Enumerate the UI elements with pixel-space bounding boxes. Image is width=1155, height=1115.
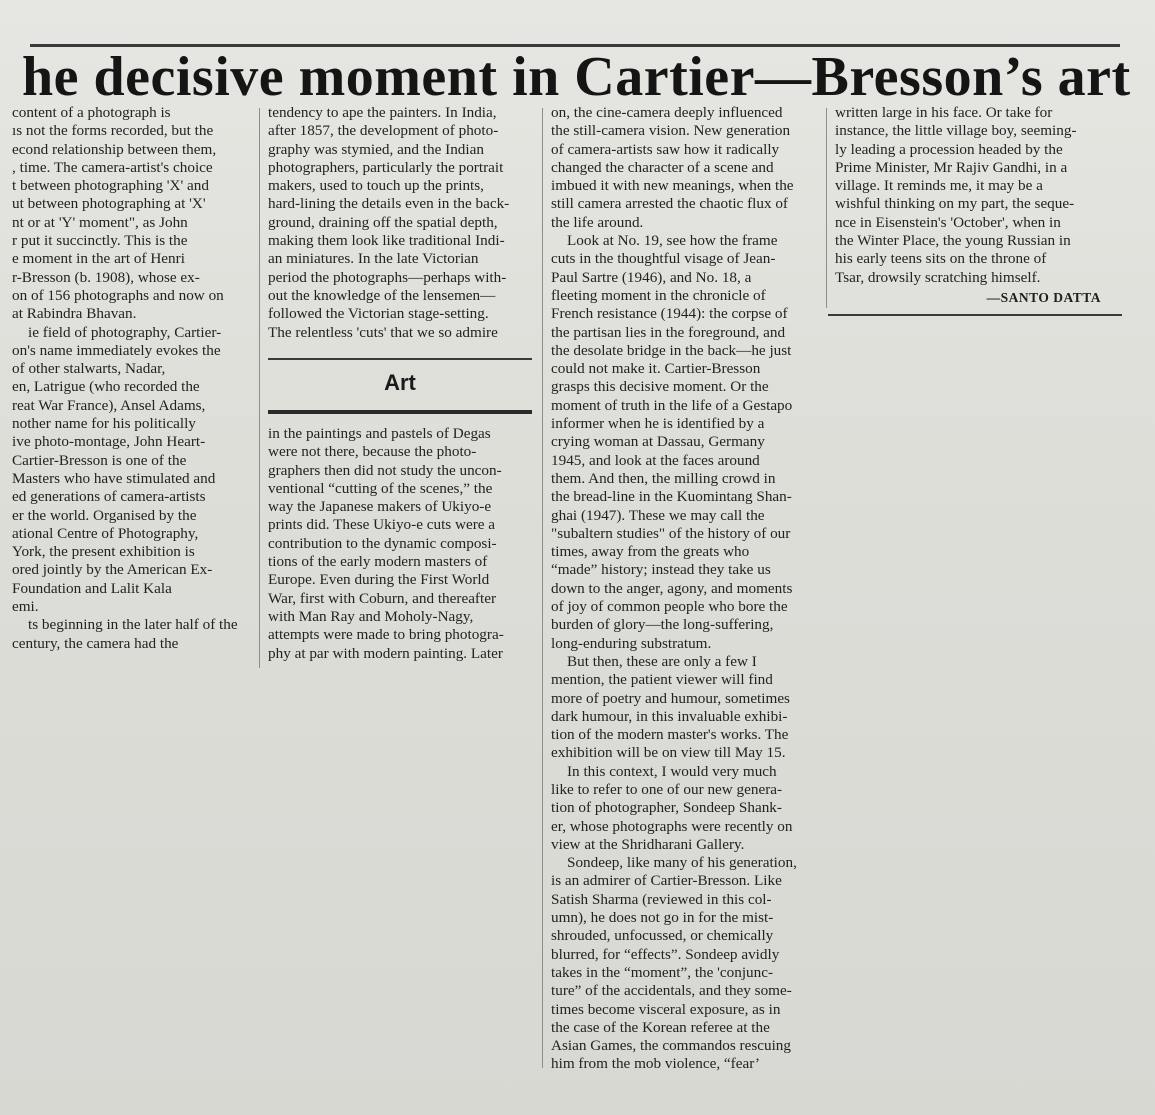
text-line: , time. The camera-artist's choice <box>12 158 213 176</box>
text-line: an miniatures. In the late Victorian <box>268 250 479 268</box>
article-column-4 <box>835 104 1111 287</box>
text-line: his early teens sits on the throne of <box>835 250 1047 268</box>
article-column-2-bottom <box>268 425 532 663</box>
text-line: like to refer to one of our new genera- <box>551 780 783 798</box>
headline: he decisive moment in Cartier—Bresson’s art <box>22 46 1131 108</box>
text-line: him from the mob violence, “fear’ <box>551 1055 760 1073</box>
text-line: ut between photographing at 'X' <box>12 195 206 213</box>
text-line: were not there, because the photo- <box>268 443 477 461</box>
text-line: the still-camera vision. New generation <box>551 122 791 140</box>
text-line: ıs not the forms recorded, but the <box>12 122 214 140</box>
text-line: Tsar, drowsily scratching himself. <box>835 268 1041 286</box>
text-line: ational Centre of Photography, <box>12 524 199 542</box>
text-line: ture” of the accidentals, and they some- <box>551 982 792 1000</box>
text-line: on's name immediately evokes the <box>12 341 221 359</box>
text-line: tendency to ape the painters. In India, <box>268 104 497 121</box>
text-line: ored jointly by the American Ex- <box>12 561 213 579</box>
text-line: contribution to the dynamic composi- <box>268 534 497 552</box>
text-line: ie field of photography, Cartier- <box>28 323 222 341</box>
text-line: tion of photographer, Sondeep Shank- <box>551 799 782 817</box>
text-line: ghai (1947). These we may call the <box>551 506 765 524</box>
text-line: of joy of common people who bore the <box>551 598 788 616</box>
text-line: the partisan lies in the foreground, and <box>551 323 786 341</box>
text-line: village. It reminds me, it may be a <box>835 177 1043 195</box>
text-line: of other stalwarts, Nadar, <box>12 360 166 378</box>
text-line: moment of truth in the life of a Gestapo <box>551 396 793 414</box>
text-line: nother name for his politically <box>12 415 196 433</box>
byline-rule <box>828 314 1122 316</box>
text-line: Satish Sharma (reviewed in this col- <box>551 890 772 908</box>
text-line: informer when he is identified by a <box>551 415 765 433</box>
text-line: Masters who have stimulated and <box>12 469 216 487</box>
text-line: written large in his face. Or take for <box>835 104 1053 121</box>
text-line: ts beginning in the later half of the <box>28 616 238 634</box>
text-line: French resistance (1944): the corpse of <box>551 305 788 323</box>
article-column-1 <box>12 104 252 653</box>
text-line: York, the present exhibition is <box>12 543 195 561</box>
text-line: times become visceral exposure, as in <box>551 1000 781 1018</box>
text-line: them. And then, the milling crowd in <box>551 469 776 487</box>
text-line: graphers then did not study the uncon- <box>268 461 502 479</box>
text-line: phy at par with modern painting. Later <box>268 644 503 662</box>
text-line: the desolate bridge in the back—he just <box>551 341 792 359</box>
text-line: attempts were made to bring photogra- <box>268 626 504 644</box>
text-line: shrouded, unfocussed, or chemically <box>551 927 774 945</box>
text-line: out the knowledge of the lensemen— <box>268 286 496 304</box>
text-line: blurred, for “effects”. Sondeep avidly <box>551 945 780 963</box>
text-line: the life around. <box>551 213 644 231</box>
text-line: after 1857, the development of photo- <box>268 122 499 140</box>
text-line: on, the cine-camera deeply influenced <box>551 104 783 121</box>
text-line: nce in Eisenstein's 'October', when in <box>835 213 1061 231</box>
text-line: Sondeep, like many of his generation, <box>567 854 797 872</box>
text-line: prints did. These Ukiyo-e cuts were a <box>268 516 496 534</box>
text-line: graphy was stymied, and the Indian <box>268 140 484 158</box>
text-line: Paul Sartre (1946), and No. 18, a <box>551 268 752 286</box>
text-line: wishful thinking on my part, the seque- <box>835 195 1075 213</box>
text-line: Europe. Even during the First World <box>268 571 490 589</box>
text-line: er the world. Organised by the <box>12 506 197 524</box>
text-line: ive photo-montage, John Heart- <box>12 433 206 451</box>
text-line: er, whose photographs were recently on <box>551 817 793 835</box>
text-line: econd relationship between them, <box>12 140 217 158</box>
text-line: of camera-artists saw how it radically <box>551 140 780 158</box>
text-line: crying woman at Dassau, Germany <box>551 433 765 451</box>
text-line: dark humour, in this invaluable exhibi- <box>551 707 788 725</box>
column-divider <box>542 108 543 1068</box>
text-line: view at the Shridharani Gallery. <box>551 835 745 853</box>
text-line: makers, used to touch up the prints, <box>268 177 484 195</box>
section-label-box <box>268 358 532 416</box>
column-divider <box>826 108 827 308</box>
text-line: the case of the Korean referee at the <box>551 1018 770 1036</box>
text-line: tions of the early modern masters of <box>268 553 488 571</box>
text-line: on of 156 photographs and now on <box>12 286 224 304</box>
text-line: photographers, particularly the portrait <box>268 158 504 176</box>
section-label: Art <box>384 370 416 395</box>
text-line: ly leading a procession headed by the <box>835 140 1063 158</box>
text-line: r-Bresson (b. 1908), whose ex- <box>12 268 200 286</box>
text-line: cuts in the thoughtful visage of Jean- <box>551 250 776 268</box>
text-line: “made” history; instead they take us <box>551 561 771 579</box>
text-line: way the Japanese makers of Ukiyo-e <box>268 498 492 516</box>
text-line: changed the character of a scene and <box>551 158 774 176</box>
text-line: en, Latrigue (who recorded the <box>12 378 200 396</box>
section-rule-bottom <box>268 410 532 414</box>
text-line: Cartier-Bresson is one of the <box>12 451 187 469</box>
text-line: at Rabindra Bhavan. <box>12 305 137 323</box>
article-column-3 <box>551 104 819 1074</box>
text-line: tion of the modern master's works. The <box>551 726 789 744</box>
text-line: War, first with Coburn, and thereafter <box>268 589 497 607</box>
text-line: exhibition will be on view till May 15. <box>551 744 786 762</box>
text-line: still camera arrested the chaotic flux of <box>551 195 788 213</box>
text-line: hard-lining the details even in the back- <box>268 195 510 213</box>
text-line: Foundation and Lalit Kala <box>12 579 172 597</box>
text-line: e moment in the art of Henri <box>12 250 185 268</box>
text-line: the bread-line in the Kuomintang Shan- <box>551 488 792 506</box>
text-line: down to the anger, agony, and moments <box>551 579 793 597</box>
text-line: instance, the little village boy, seeming- <box>835 122 1077 140</box>
text-line: But then, these are only a few I <box>567 652 757 670</box>
text-line: umn), he does not go in for the mist- <box>551 909 774 927</box>
text-line: could not make it. Cartier-Bresson <box>551 360 761 378</box>
text-line: fleeting moment in the chronicle of <box>551 286 766 304</box>
text-line: Asian Games, the commandos rescuing <box>551 1037 791 1055</box>
text-line: in the paintings and pastels of Degas <box>268 425 491 442</box>
text-line: is an admirer of Cartier-Bresson. Like <box>551 872 782 890</box>
text-line: emi. <box>12 598 39 616</box>
text-line: more of poetry and humour, sometimes <box>551 689 790 707</box>
text-line: the Winter Place, the young Russian in <box>835 232 1071 250</box>
text-line: ground, draining off the spatial depth, <box>268 213 498 231</box>
column-divider <box>259 108 260 668</box>
text-line: burden of glory—the long-suffering, <box>551 616 774 634</box>
text-line: ventional “cutting of the scenes,” the <box>268 479 493 497</box>
article-column-2-top <box>268 104 532 342</box>
text-line: r put it succinctly. This is the <box>12 232 188 250</box>
text-line: grasps this decisive moment. Or the <box>551 378 769 396</box>
text-line: reat War France), Ansel Adams, <box>12 396 206 414</box>
text-line: nt or at 'Y' moment", as John <box>12 213 188 231</box>
text-line: "subaltern studies" of the history of our <box>551 524 791 542</box>
section-rule-top <box>268 358 532 360</box>
text-line: takes in the “moment”, the 'conjunc- <box>551 963 774 981</box>
text-line: making them look like traditional Indi- <box>268 232 505 250</box>
text-line: mention, the patient viewer will find <box>551 671 773 689</box>
text-line: Prime Minister, Mr Rajiv Gandhi, in a <box>835 158 1068 176</box>
text-line: times, away from the greats who <box>551 543 750 561</box>
text-line: century, the camera had the <box>12 634 179 652</box>
text-line: ed generations of camera-artists <box>12 488 206 506</box>
text-line: long-enduring substratum. <box>551 634 712 652</box>
text-line: Look at No. 19, see how the frame <box>567 232 778 250</box>
text-line: with Man Ray and Moholy-Nagy, <box>268 607 474 625</box>
text-line: The relentless 'cuts' that we so admire <box>268 323 498 341</box>
text-line: imbued it with new meanings, when the <box>551 177 794 195</box>
text-line: content of a photograph is <box>12 104 171 121</box>
text-line: 1945, and look at the faces around <box>551 451 760 469</box>
text-line: t between photographing 'X' and <box>12 177 209 195</box>
text-line: followed the Victorian stage-setting. <box>268 305 489 323</box>
byline: —SANTO DATTA <box>986 290 1101 305</box>
text-line: period the photographs—perhaps with- <box>268 268 507 286</box>
text-line: In this context, I would very much <box>567 762 777 780</box>
